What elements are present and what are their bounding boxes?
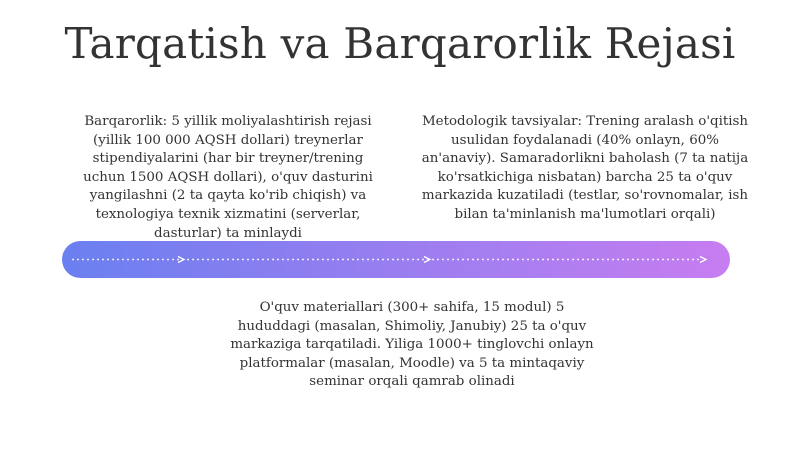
page-title: Tarqatish va Barqarorlik Rejasi: [64, 19, 736, 68]
methodology-text: Metodologik tavsiyalar: Trening aralash o'qitish usulidan foydalanadi (40% onlayn, 60% an'anaviy). Samaradorlikni baholash (7 ta natija ko'rsatkichiga nisbatan) barcha 25 ta o'quv markazida kuzatiladi (testlar, so'rovnomalar, ish bilan ta'minlanish ma'lumotlari orqali): [421, 114, 749, 222]
timeline-svg: [62, 241, 730, 278]
dissemination-text: O'quv materiallari (300+ sahifa, 15 modul) 5 hududdagi (masalan, Shimoliy, Janubiy) 25 ta o'quv markaziga tarqatiladi. Yiliga 1000+ tinglovchi onlayn platformalar (masalan, Moodle) va 5 ta mintaqaviy seminar orqali qamrab olinadi: [230, 300, 594, 390]
sustainability-text: Barqarorlik: 5 yillik moliyalashtirish rejasi (yillik 100 000 AQSH dollari) treynerlar stipendiyalarini (har bir treyner/trening uchun 1500 AQSH dollari), o'quv dasturini yangilashni (2 ta qayta ko'rib chiqish) va texnologiya texnik xizmatini (serverlar, dasturlar) ta minlaydi: [83, 114, 373, 241]
timeline-bar: [62, 241, 730, 278]
